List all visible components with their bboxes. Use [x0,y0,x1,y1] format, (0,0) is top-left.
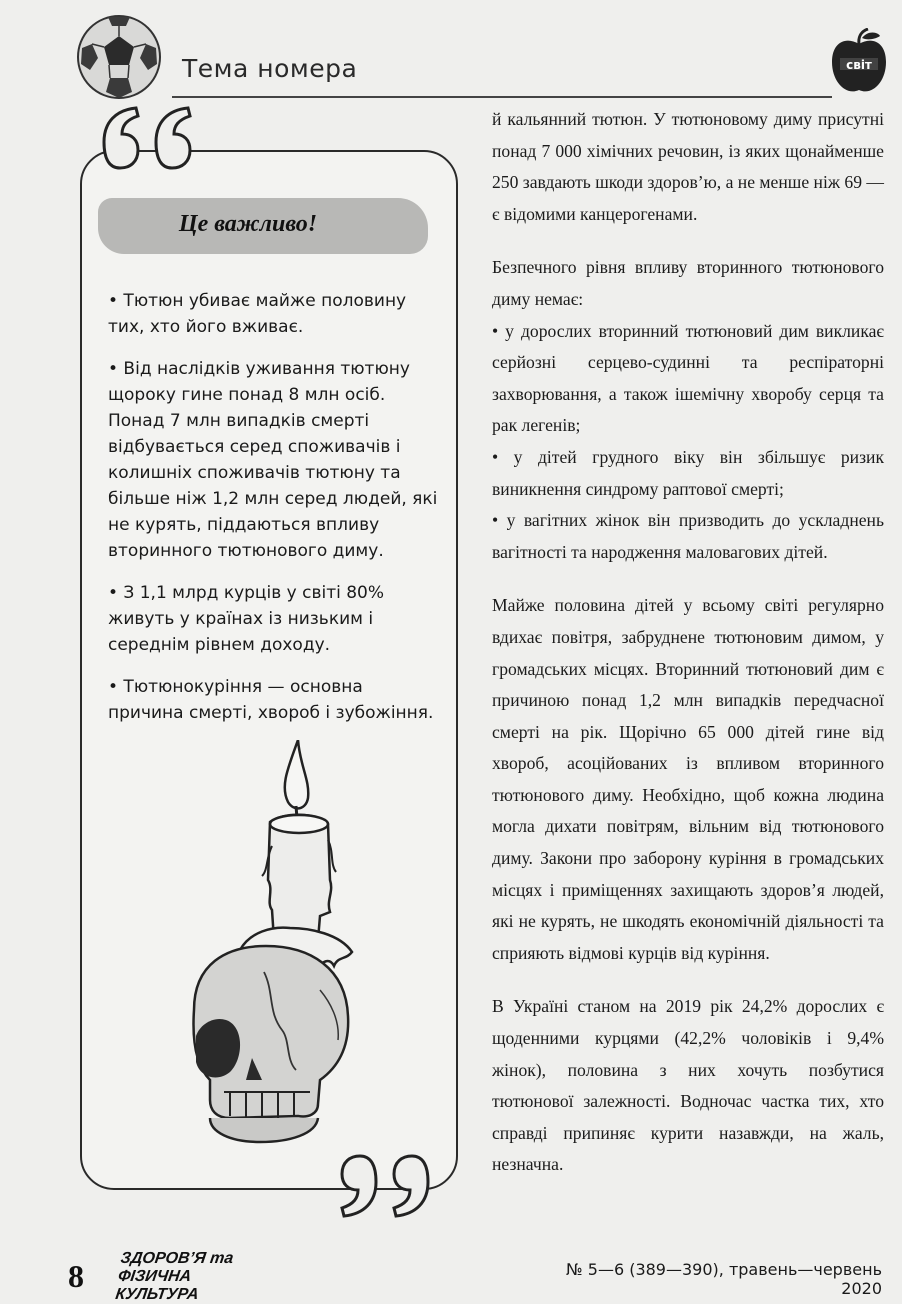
open-quote-icon [96,104,216,174]
soccer-ball-icon [76,14,162,100]
list-item: • Тютюнокуріння — основна причина смерті, хвороб і зубожіння. [108,677,434,723]
magazine-logo [114,1250,272,1304]
magazine-logo-line1: ЗДОРОВ’Я та ФІЗИЧНА [116,1250,235,1285]
list-item: • Від наслідків уживання тютюну щороку гине понад 8 млн осіб. Понад 7 млн випадків смерті відбувається серед споживачів і колишніх споживачів тютюну та більше ніж 1,2 млн серед людей, які не курять, піддаються впливу вторинного тютюнового диму. [108,359,438,561]
list-item: • З 1,1 млрд курців у світі 80% живуть у країнах із низьким і середнім рівнем доходу. [108,583,385,655]
list-item: • у вагітних жінок він призводить до ускладнень вагітності та народження маловагових дітей. [492,510,884,562]
close-quote-icon [330,1150,440,1220]
magazine-logo-line2: КУЛЬТУРА [114,1286,200,1303]
article-body [492,104,884,1181]
article-paragraph: Майже половина дітей у всьому світі регулярно вдихає повітря, забруднене тютюновим димом, у громадських місцях. Вторинний тютюновий дим є причиною понад 1,2 млн випадків передчасної смерті на рік. Щорічно 65 000 дітей гине від хвороб, асоційованих із впливом вторинного тютюнового диму. Необхідно, щоб кожна людина могла дихати повітрям, вільним від тютюнового диму. Закони про заборону куріння в громадських місцях і приміщеннях захищають здоров’я людей, які не курять, не шкодять економічній діяльності та сприяють відмові курців від куріння. [492,595,884,963]
section-title: Тема номера [182,54,358,83]
page-number: 8 [68,1258,84,1294]
skull-candle-illustration [170,740,360,1150]
list-item: • у дітей грудного віку він збільшує ризик виникнення синдрому раптової смерті; [492,446,884,499]
article-paragraph: В Україні станом на 2019 рік 24,2% дорослих є щоденними курцями (42,2% чоловіків і 9,4% жінок), половина з них хочуть позбутися тютюнової залежності. Водночас частка тих, хто справді припиняє курити назавжди, на жаль, незначна. [492,996,884,1175]
header-divider [172,96,832,98]
sidebar-bullet-list [108,288,438,742]
logo-text: світ [846,58,872,72]
article-paragraph: Безпечного рівня впливу вторинного тютюнового диму немає: [492,257,884,309]
list-item: • у дорослих вторинний тютюновий дим викликає серйозні серцево-судинні та респіраторні захворювання, а також ішемічну хворобу серця та рак легенів; [492,320,884,436]
page-header [0,0,902,110]
issue-info: № 5—6 (389—390), травень—червень 2020 [566,1260,882,1298]
sidebar-title: Це важливо! [178,211,318,237]
article-paragraph: й кальянний тютюн. У тютюновому диму присутні понад 7 000 хімічних речовин, із яких щонайменше 250 завдають шкоди здоров’ю, а не менше ніж 69 — є відомими канцерогенами. [492,109,884,224]
list-item: • Тютюн убиває майже половину тих, хто його вживає. [108,291,407,337]
